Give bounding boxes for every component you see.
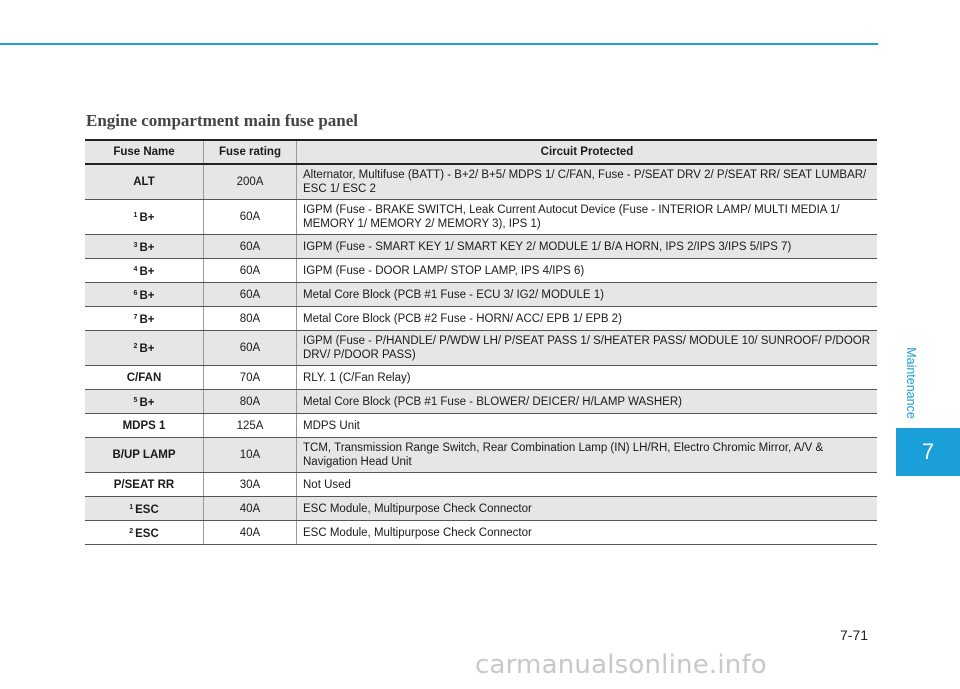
- section-label-text: Maintenance: [904, 346, 919, 419]
- circuit-protected-cell: Metal Core Block (PCB #1 Fuse - ECU 3/ IG2/ MODULE 1): [297, 283, 878, 307]
- circuit-protected-cell: Metal Core Block (PCB #2 Fuse - HORN/ ACC/ EPB 1/ EPB 2): [297, 307, 878, 331]
- fuse-name: P/SEAT RR: [113, 478, 175, 491]
- fuse-name-cell: [85, 414, 204, 438]
- fuse-name: C/FAN: [126, 371, 162, 384]
- fuse-name: B+: [139, 265, 155, 278]
- circuit-protected-cell: IGPM (Fuse - SMART KEY 1/ SMART KEY 2/ MODULE 1/ B/A HORN, IPS 2/IPS 3/IPS 5/IPS 7): [297, 235, 878, 259]
- fuse-rating-cell: 60A: [204, 331, 297, 366]
- table-row: [85, 331, 877, 366]
- fuse-rating-cell: 60A: [204, 283, 297, 307]
- table-row: [85, 366, 877, 390]
- fuse-table: [85, 139, 877, 545]
- table-row: [85, 283, 877, 307]
- fuse-name: B+: [139, 289, 155, 302]
- fuse-name-cell: [85, 521, 204, 545]
- fuse-name-cell: [85, 390, 204, 414]
- fuse-name: B+: [139, 241, 155, 254]
- fuse-name: ESC: [135, 527, 159, 540]
- circuit-protected-cell: TCM, Transmission Range Switch, Rear Combination Lamp (IN) LH/RH, Electro Chromic Mirror, A/V & Navigation Head Unit: [297, 438, 878, 473]
- fuse-rating-cell: 60A: [204, 200, 297, 235]
- header-circuit-protected: Circuit Protected: [297, 140, 878, 164]
- circuit-protected-cell: Alternator, Multifuse (BATT) - B+2/ B+5/ MDPS 1/ C/FAN, Fuse - P/SEAT DRV 2/ P/SEAT RR/ SEAT LUMBAR/ ESC 1/ ESC 2: [297, 164, 878, 200]
- page-number: 7-71: [840, 627, 869, 643]
- fuse-rating-cell: 125A: [204, 414, 297, 438]
- fuse-index-superscript: 1: [133, 212, 138, 219]
- table-row: [85, 200, 877, 235]
- fuse-index-superscript: 2: [133, 343, 138, 350]
- fuse-name-cell: [85, 164, 204, 200]
- fuse-name-cell: [85, 235, 204, 259]
- fuse-index-superscript: 2: [129, 527, 134, 535]
- circuit-protected-cell: Metal Core Block (PCB #1 Fuse - BLOWER/ DEICER/ H/LAMP WASHER): [297, 390, 878, 414]
- header-fuse-name: Fuse Name: [85, 140, 204, 164]
- table-row: [85, 235, 877, 259]
- fuse-name-cell: [85, 283, 204, 307]
- fuse-name-cell: [85, 366, 204, 390]
- fuse-name-cell: [85, 307, 204, 331]
- fuse-name: B+: [139, 313, 155, 326]
- table-row: [85, 438, 877, 473]
- fuse-name-cell: [85, 200, 204, 235]
- top-rule: [0, 43, 878, 45]
- fuse-index-superscript: 7: [133, 313, 138, 321]
- fuse-name: B+: [139, 396, 155, 409]
- table-row: [85, 497, 877, 521]
- fuse-table-body: [85, 164, 877, 545]
- fuse-rating-cell: 60A: [204, 259, 297, 283]
- fuse-name: ESC: [135, 503, 159, 516]
- table-row: [85, 164, 877, 200]
- fuse-rating-cell: 10A: [204, 438, 297, 473]
- table-row: [85, 259, 877, 283]
- fuse-name: B/UP LAMP: [112, 449, 176, 461]
- fuse-name: MDPS 1: [122, 419, 166, 432]
- fuse-name: B+: [139, 343, 155, 355]
- circuit-protected-cell: IGPM (Fuse - BRAKE SWITCH, Leak Current Autocut Device (Fuse - INTERIOR LAMP/ MULTI MEDIA 1/ MEMORY 1/ MEMORY 2/ MEMORY 3), IPS 1): [297, 200, 878, 235]
- fuse-name: B+: [139, 212, 155, 224]
- table-header-row: [85, 140, 877, 164]
- fuse-name-cell: [85, 497, 204, 521]
- table-row: [85, 414, 877, 438]
- fuse-index-superscript: 3: [133, 241, 138, 249]
- section-label: [897, 340, 925, 425]
- fuse-rating-cell: 200A: [204, 164, 297, 200]
- circuit-protected-cell: Not Used: [297, 473, 878, 497]
- fuse-name-cell: [85, 473, 204, 497]
- fuse-rating-cell: 30A: [204, 473, 297, 497]
- chapter-number: 7: [921, 439, 935, 464]
- fuse-index-superscript: 1: [129, 503, 134, 511]
- fuse-rating-cell: 80A: [204, 307, 297, 331]
- fuse-index-superscript: 5: [133, 396, 138, 404]
- fuse-name-cell: [85, 331, 204, 366]
- circuit-protected-cell: ESC Module, Multipurpose Check Connector: [297, 497, 878, 521]
- chapter-tab: [896, 428, 960, 476]
- circuit-protected-cell: IGPM (Fuse - P/HANDLE/ P/WDW LH/ P/SEAT PASS 1/ S/HEATER PASS/ MODULE 10/ SUNROOF/ P/DOOR DRV/ P/DOOR PASS): [297, 331, 878, 366]
- fuse-name: ALT: [133, 176, 155, 188]
- table-row: [85, 473, 877, 497]
- fuse-rating-cell: 70A: [204, 366, 297, 390]
- fuse-index-superscript: 6: [133, 289, 138, 297]
- circuit-protected-cell: ESC Module, Multipurpose Check Connector: [297, 521, 878, 545]
- circuit-protected-cell: RLY. 1 (C/Fan Relay): [297, 366, 878, 390]
- fuse-index-superscript: 4: [133, 265, 138, 273]
- table-row: [85, 390, 877, 414]
- fuse-name-cell: [85, 438, 204, 473]
- page-title: Engine compartment main fuse panel: [86, 111, 358, 130]
- circuit-protected-cell: IGPM (Fuse - DOOR LAMP/ STOP LAMP, IPS 4/IPS 6): [297, 259, 878, 283]
- table-row: [85, 307, 877, 331]
- fuse-rating-cell: 40A: [204, 497, 297, 521]
- fuse-rating-cell: 80A: [204, 390, 297, 414]
- circuit-protected-cell: MDPS Unit: [297, 414, 878, 438]
- table-row: [85, 521, 877, 545]
- fuse-name-cell: [85, 259, 204, 283]
- watermark: carmanualsonline.info: [475, 650, 767, 680]
- fuse-rating-cell: 60A: [204, 235, 297, 259]
- fuse-rating-cell: 40A: [204, 521, 297, 545]
- header-fuse-rating: Fuse rating: [204, 140, 297, 164]
